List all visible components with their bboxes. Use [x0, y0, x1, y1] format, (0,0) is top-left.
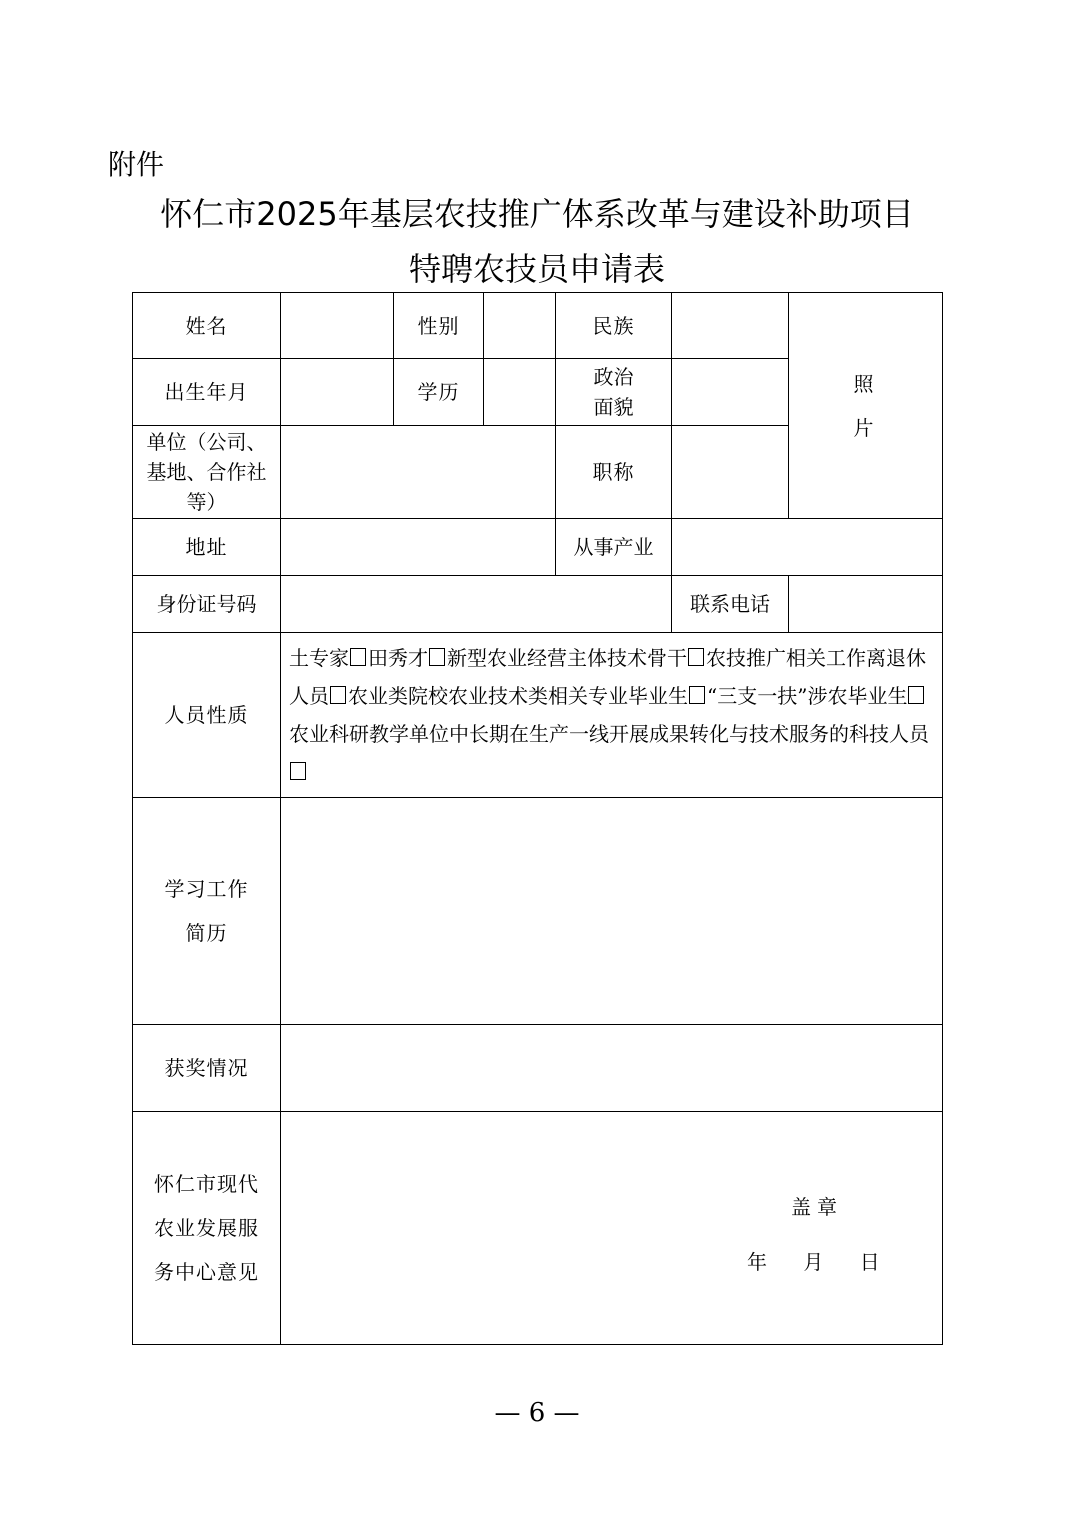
nature-option-4: 农技推广相关工作离退休人员: [289, 646, 926, 708]
nature-option-1: 土专家: [289, 646, 349, 670]
ethnicity-label: 民族: [556, 293, 672, 359]
row-opinion: [133, 1112, 943, 1345]
unit-label: [133, 426, 281, 519]
job-title-field[interactable]: [672, 426, 789, 519]
nature-label: 人员性质: [133, 633, 281, 798]
political-label-line1: 政治: [593, 365, 634, 389]
nature-option-6: “三支一扶”涉农毕业生: [707, 684, 908, 708]
gender-label: 性别: [394, 293, 484, 359]
nature-checkbox-6[interactable]: [908, 686, 924, 704]
id-number-label: 身份证号码: [133, 576, 281, 633]
opinion-field[interactable]: [281, 1112, 943, 1345]
nature-checkbox-3[interactable]: [688, 648, 704, 666]
ethnicity-field[interactable]: [672, 293, 789, 359]
resume-label: [133, 798, 281, 1025]
photo-label-line1: 照: [853, 371, 878, 396]
row-resume: [133, 798, 943, 1025]
phone-field[interactable]: [789, 576, 943, 633]
nature-option-3: 新型农业经营主体技术骨干: [447, 646, 687, 670]
row-nature: [133, 633, 943, 798]
row-awards: [133, 1025, 943, 1112]
form-title: 怀仁市2025年基层农技推广体系改革与建设补助项目: [160, 195, 914, 233]
row-id: [133, 576, 943, 633]
nature-checkbox-2[interactable]: [429, 648, 445, 666]
education-field[interactable]: [484, 359, 556, 426]
nature-checkbox-5[interactable]: [689, 686, 705, 704]
signature-date: [747, 1247, 910, 1277]
photo-box[interactable]: [789, 293, 943, 519]
political-label-line2: 面貌: [593, 395, 634, 419]
nature-checkbox-1[interactable]: [350, 648, 366, 666]
date-year-label: 年: [747, 1250, 767, 1274]
row-basic-1: [133, 293, 943, 359]
unit-label-line2: 基地、合作社: [146, 460, 267, 484]
industry-field[interactable]: [672, 519, 943, 576]
nature-options: [281, 633, 943, 798]
political-label: [556, 359, 672, 426]
application-form-table: [132, 292, 943, 1345]
birth-label: 出生年月: [133, 359, 281, 426]
opinion-label-line3: 务中心意见: [154, 1260, 259, 1284]
form-subtitle: 特聘农技员申请表: [408, 250, 665, 288]
date-month-label: 月: [803, 1250, 824, 1274]
awards-field[interactable]: [281, 1025, 943, 1112]
seal-label: 盖章: [791, 1195, 843, 1219]
awards-label: 获奖情况: [133, 1025, 281, 1112]
address-label: 地址: [133, 519, 281, 576]
resume-label-line2: 简历: [185, 921, 228, 945]
nature-option-7: 农业科研教学单位中长期在生产一线开展成果转化与技术服务的科技人员: [289, 722, 929, 746]
nature-option-5: 农业类院校农业技术类相关专业毕业生: [348, 684, 688, 708]
photo-label-line2: 片: [853, 415, 878, 440]
date-day-label: 日: [859, 1250, 880, 1274]
gender-field[interactable]: [484, 293, 556, 359]
resume-label-line1: 学习工作: [164, 877, 249, 901]
education-label: 学历: [394, 359, 484, 426]
address-field[interactable]: [281, 519, 556, 576]
birth-field[interactable]: [281, 359, 394, 426]
industry-label: 从事产业: [556, 519, 672, 576]
phone-label: 联系电话: [672, 576, 789, 633]
nature-checkbox-7[interactable]: [290, 762, 306, 780]
unit-label-line1: 单位（公司、: [146, 430, 267, 454]
unit-field[interactable]: [281, 426, 556, 519]
opinion-label-line1: 怀仁市现代: [154, 1172, 259, 1196]
nature-checkbox-4[interactable]: [330, 686, 346, 704]
attachment-label: 附件: [108, 148, 165, 181]
row-address: [133, 519, 943, 576]
name-field[interactable]: [281, 293, 394, 359]
opinion-label: [133, 1112, 281, 1345]
unit-label-line3: 等）: [186, 490, 227, 514]
opinion-label-line2: 农业发展服: [154, 1216, 259, 1240]
resume-field[interactable]: [281, 798, 943, 1025]
id-number-field[interactable]: [281, 576, 672, 633]
job-title-label: 职称: [556, 426, 672, 519]
political-field[interactable]: [672, 359, 789, 426]
name-label: 姓名: [133, 293, 281, 359]
page-number: — 6 —: [494, 1398, 580, 1428]
nature-option-2: 田秀才: [368, 646, 428, 670]
